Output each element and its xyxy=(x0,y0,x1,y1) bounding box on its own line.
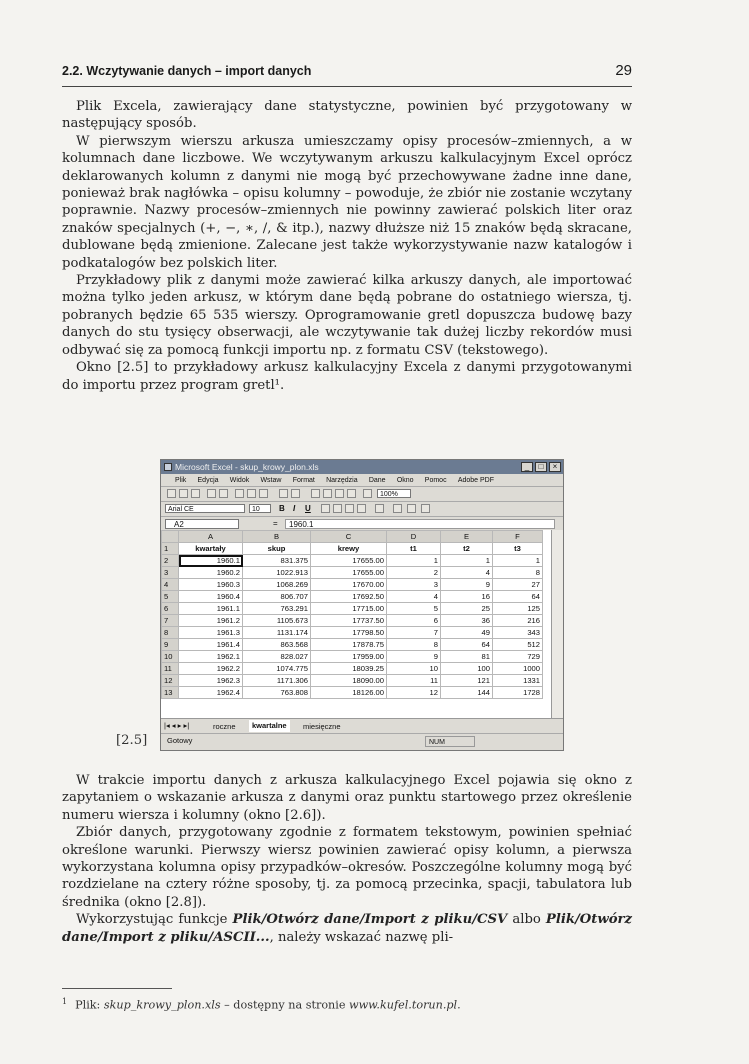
save-icon[interactable] xyxy=(191,489,200,498)
cell[interactable]: 1960.3 xyxy=(179,579,243,591)
menu-item-okno[interactable]: Okno xyxy=(396,477,414,484)
redo-icon[interactable] xyxy=(291,489,300,498)
chart-icon[interactable] xyxy=(363,489,372,498)
text-run: – dostępny na stronie xyxy=(220,998,350,1012)
formula-input[interactable]: 1960.1 xyxy=(285,519,555,529)
row-header[interactable]: 6 xyxy=(162,603,179,615)
cell[interactable]: 1960.1 xyxy=(179,555,243,567)
cell[interactable]: 17798.50 xyxy=(311,627,387,639)
align-center-icon[interactable] xyxy=(333,504,342,513)
cell[interactable]: 17878.75 xyxy=(311,639,387,651)
sort-desc-icon[interactable] xyxy=(347,489,356,498)
excel-window xyxy=(160,459,564,751)
cell[interactable]: 1131.174 xyxy=(243,627,311,639)
function-icon[interactable] xyxy=(323,489,332,498)
cell[interactable]: 1960.2 xyxy=(179,567,243,579)
align-left-icon[interactable] xyxy=(321,504,330,513)
body-text-top xyxy=(62,98,632,394)
footnote-file: skup_krowy_plon.xls xyxy=(103,998,221,1012)
cell[interactable]: 4 xyxy=(387,591,441,603)
paragraph: Plik Excela, zawierający dane statystyczne, powinien być przygotowany w następujący sposób. xyxy=(62,99,632,132)
formula-equals: = xyxy=(273,519,278,528)
cell[interactable]: 125 xyxy=(493,603,543,615)
menu-item-wstaw[interactable]: Wstaw xyxy=(260,477,282,484)
row-header[interactable]: 10 xyxy=(162,651,179,663)
row-header[interactable]: 2 xyxy=(162,555,179,567)
table-row xyxy=(162,675,543,687)
column-header[interactable]: B xyxy=(243,531,311,543)
status-text: Gotowy xyxy=(167,736,193,745)
percent-icon[interactable] xyxy=(375,504,384,513)
menu-item-widok[interactable]: Widok xyxy=(229,477,250,484)
text-run: albo xyxy=(507,912,546,928)
cell[interactable]: 6 xyxy=(387,615,441,627)
sheet-tab-kwartalne[interactable]: kwartalne xyxy=(249,720,290,732)
bold-icon[interactable]: B xyxy=(279,504,285,513)
cell[interactable]: 12 xyxy=(387,687,441,699)
row-header[interactable]: 3 xyxy=(162,567,179,579)
cell[interactable]: 2 xyxy=(387,567,441,579)
row-header[interactable]: 9 xyxy=(162,639,179,651)
merge-icon[interactable] xyxy=(357,504,366,513)
cell[interactable]: 1728 xyxy=(493,687,543,699)
footnote-url[interactable]: www.kufel.torun.pl xyxy=(349,998,458,1012)
cell[interactable]: 729 xyxy=(493,651,543,663)
cell[interactable]: 831.375 xyxy=(243,555,311,567)
cell[interactable]: 1068.269 xyxy=(243,579,311,591)
column-header-row xyxy=(162,531,543,543)
sum-icon[interactable] xyxy=(311,489,320,498)
table-row xyxy=(162,615,543,627)
cell[interactable]: 8 xyxy=(387,639,441,651)
cell[interactable]: 1000 xyxy=(493,663,543,675)
cell[interactable]: 8 xyxy=(493,567,543,579)
table-row xyxy=(162,603,543,615)
cell[interactable]: 64 xyxy=(441,639,493,651)
cell[interactable]: 863.568 xyxy=(243,639,311,651)
font-size-select[interactable]: 10 xyxy=(249,504,271,513)
borders-icon[interactable] xyxy=(393,504,402,513)
cell[interactable]: t2 xyxy=(441,543,493,555)
menu-path-ascii: Plik/Otwórz dane/Import z pliku/ASCII... xyxy=(62,912,632,945)
cell[interactable]: 9 xyxy=(387,651,441,663)
figure-label: [2.5] xyxy=(116,733,148,748)
new-icon[interactable] xyxy=(167,489,176,498)
sheet-tab-roczne[interactable]: roczne xyxy=(213,722,236,731)
data-rows xyxy=(162,555,543,699)
section-title: 2.2. Wczytywanie danych – import danych xyxy=(62,64,312,78)
menu-item-dane[interactable]: Dane xyxy=(368,477,386,484)
cell[interactable]: 17655.00 xyxy=(311,555,387,567)
cell[interactable]: 9 xyxy=(441,579,493,591)
print-icon[interactable] xyxy=(207,489,216,498)
table-row xyxy=(162,567,543,579)
cell[interactable]: 216 xyxy=(493,615,543,627)
cell[interactable]: 1962.4 xyxy=(179,687,243,699)
cell[interactable]: 1074.775 xyxy=(243,663,311,675)
cut-icon[interactable] xyxy=(235,489,244,498)
cell[interactable]: 1961.2 xyxy=(179,615,243,627)
minimize-icon[interactable]: _ xyxy=(521,462,533,472)
footnote xyxy=(62,997,632,1012)
table-row xyxy=(162,579,543,591)
cell[interactable]: 16 xyxy=(441,591,493,603)
paragraph: W pierwszym wierszu arkusza umieszczamy opisy procesów–zmiennych, a w kolumnach dane liczbowe. We wczytywanym arkuszu kalkulacyjnym Excel oprócz deklarowanych kolumn z danymi nie mogą być przechowywane żadne inne dane, ponieważ brak nagłówka – opisu kolumny – powoduje, że zbiór nie zostanie wczytany poprawnie. Nazwy procesów–zmiennych nie powinny zawierać polskich liter oraz znaków specjalnych (+, −, ∗, /, & itp.), nazwy dłuższe niż 15 znaków będą skracane, dublowane będą zmienione. Zalecane jest także wykorzystywanie nazw katalogów i podkatalogów bez polskich liter. xyxy=(62,133,632,271)
cell[interactable]: 3 xyxy=(387,579,441,591)
font-color-icon[interactable] xyxy=(421,504,430,513)
formatting-toolbar xyxy=(161,502,563,517)
menu-item-adobe-pdf[interactable]: Adobe PDF xyxy=(457,477,494,484)
column-header[interactable]: E xyxy=(441,531,493,543)
column-header[interactable]: F xyxy=(493,531,543,543)
worksheet-grid xyxy=(161,530,563,718)
cell[interactable]: 18126.00 xyxy=(311,687,387,699)
text-run: Plik: xyxy=(75,998,104,1012)
cell[interactable]: 828.027 xyxy=(243,651,311,663)
cell[interactable]: 4 xyxy=(441,567,493,579)
column-header[interactable]: D xyxy=(387,531,441,543)
paragraph-menu-paths xyxy=(62,911,632,946)
cell[interactable]: 17655.00 xyxy=(311,567,387,579)
text-run: Wykorzystując funkcje xyxy=(76,912,233,928)
excel-app-icon xyxy=(164,463,172,471)
cell[interactable]: 1 xyxy=(441,555,493,567)
row-header[interactable]: 13 xyxy=(162,687,179,699)
row-header[interactable]: 7 xyxy=(162,615,179,627)
table-row xyxy=(162,687,543,699)
cell[interactable]: 25 xyxy=(441,603,493,615)
cell[interactable]: 1960.4 xyxy=(179,591,243,603)
table-row xyxy=(162,543,543,555)
cell[interactable]: 1331 xyxy=(493,675,543,687)
cell[interactable]: 1105.673 xyxy=(243,615,311,627)
menu-item-edycja[interactable]: Edycja xyxy=(197,477,219,484)
footnote-rule xyxy=(62,988,172,989)
cell[interactable]: 1962.2 xyxy=(179,663,243,675)
cell[interactable]: 121 xyxy=(441,675,493,687)
cell[interactable]: 7 xyxy=(387,627,441,639)
cell[interactable]: 100 xyxy=(441,663,493,675)
paragraph: Okno [2.5] to przykładowy arkusz kalkulacyjny Excela z danymi przygotowanymi do importu przez program gretl¹. xyxy=(62,360,632,393)
name-box[interactable]: A2 xyxy=(165,519,239,529)
cell[interactable]: skup xyxy=(243,543,311,555)
cell[interactable]: 763.808 xyxy=(243,687,311,699)
cell[interactable]: 17959.00 xyxy=(311,651,387,663)
sheet-nav-icons[interactable]: |◂ ◂ ▸ ▸| xyxy=(164,721,190,730)
header-rule xyxy=(62,86,632,87)
sheet-tab-miesieczne[interactable]: miesięczne xyxy=(303,722,341,731)
column-header[interactable]: C xyxy=(311,531,387,543)
page-number: 29 xyxy=(615,62,632,79)
paragraph: Zbiór danych, przygotowany zgodnie z formatem tekstowym, powinien spełniać określone warunki. Pierwszy wiersz powinien zawierać opisy kolumn, a pierwsza wykorzystana kolumna opisy przypadków–okresów. Poszczególne kolumny mogą być rozdzielane na cztery różne sposoby, tj. za pomocą przecinka, spacji, tabulatora lub średnika (okno [2.8]). xyxy=(62,825,632,910)
table-row xyxy=(162,639,543,651)
cell[interactable]: 81 xyxy=(441,651,493,663)
cell[interactable]: 806.707 xyxy=(243,591,311,603)
cell[interactable]: t3 xyxy=(493,543,543,555)
cell[interactable]: kwartały xyxy=(179,543,243,555)
row-header[interactable]: 4 xyxy=(162,579,179,591)
table-row xyxy=(162,627,543,639)
menu-item-pomoc[interactable]: Pomoc xyxy=(424,477,447,484)
cell[interactable]: 17692.50 xyxy=(311,591,387,603)
fill-color-icon[interactable] xyxy=(407,504,416,513)
undo-icon[interactable] xyxy=(279,489,288,498)
window-title: Microsoft Excel - skup_krowy_plon.xls xyxy=(175,462,319,472)
cell[interactable]: 49 xyxy=(441,627,493,639)
paragraph: Przykładowy plik z danymi może zawierać kilka arkuszy danych, ale importować można tylko jeden arkusz, w którym dane będą pobrane do ostatniego wiersza, tj. pobranych będzie 65 535 wierszy. Oprogramowanie gretl dopuszcza budowę bazy danych do stu tysięcy obserwacji, ale wczytywanie tak dużej liczby rekordów musi odbywać się za pomocą funkcji importu np. z formatu CSV (tekstowego). xyxy=(62,273,632,358)
paragraph: W trakcie importu danych z arkusza kalkulacyjnego Excel pojawia się okno z zapytaniem o wskazanie arkusza z danymi oraz punktu startowego przez określenie numeru wiersza i kolumny (okno [2.6]). xyxy=(62,773,632,823)
cell[interactable]: 763.291 xyxy=(243,603,311,615)
cell[interactable]: 1 xyxy=(387,555,441,567)
cell[interactable]: 18090.00 xyxy=(311,675,387,687)
cell[interactable]: 512 xyxy=(493,639,543,651)
table-row xyxy=(162,555,543,567)
copy-icon[interactable] xyxy=(247,489,256,498)
text-run: . xyxy=(457,998,461,1012)
cell[interactable]: 17737.50 xyxy=(311,615,387,627)
row-header[interactable]: 11 xyxy=(162,663,179,675)
select-all-corner[interactable] xyxy=(162,531,179,543)
menu-item-format[interactable]: Format xyxy=(292,477,315,484)
cell[interactable]: 11 xyxy=(387,675,441,687)
text-run: , należy wskazać nazwę pli- xyxy=(269,929,454,945)
row-header[interactable]: 12 xyxy=(162,675,179,687)
cell[interactable]: 1961.1 xyxy=(179,603,243,615)
table-row xyxy=(162,591,543,603)
cell[interactable]: 1022.913 xyxy=(243,567,311,579)
standard-toolbar xyxy=(161,487,563,502)
sheet-table xyxy=(161,530,543,699)
cell[interactable]: 17670.00 xyxy=(311,579,387,591)
cell[interactable]: 1962.1 xyxy=(179,651,243,663)
italic-icon[interactable]: I xyxy=(293,504,296,513)
cell[interactable]: 17715.00 xyxy=(311,603,387,615)
open-icon[interactable] xyxy=(179,489,188,498)
menu-item-narzedzia[interactable]: Narzędzia xyxy=(326,477,358,484)
sheet-tabs-bar xyxy=(161,718,563,733)
num-lock-indicator: NUM xyxy=(425,736,475,747)
close-icon[interactable]: × xyxy=(549,462,561,472)
cell[interactable]: 144 xyxy=(441,687,493,699)
row-header[interactable]: 1 xyxy=(162,543,179,555)
body-text-bottom xyxy=(62,772,632,946)
status-bar xyxy=(161,733,563,750)
underline-icon[interactable]: U xyxy=(305,504,311,513)
footnote-mark: 1 xyxy=(62,997,68,1006)
row-header[interactable]: 8 xyxy=(162,627,179,639)
font-name-select[interactable]: Arial CE xyxy=(165,504,245,513)
table-row xyxy=(162,663,543,675)
window-titlebar xyxy=(161,460,563,474)
menu-path-csv: Plik/Otwórz dane/Import z pliku/CSV xyxy=(232,912,508,928)
cell[interactable]: 343 xyxy=(493,627,543,639)
cell[interactable]: 1962.3 xyxy=(179,675,243,687)
running-header xyxy=(62,64,632,82)
column-header[interactable]: A xyxy=(179,531,243,543)
preview-icon[interactable] xyxy=(219,489,228,498)
paste-icon[interactable] xyxy=(259,489,268,498)
cell[interactable]: 10 xyxy=(387,663,441,675)
cell[interactable]: 5 xyxy=(387,603,441,615)
row-header[interactable]: 5 xyxy=(162,591,179,603)
zoom-select[interactable]: 100% xyxy=(377,489,411,498)
sort-asc-icon[interactable] xyxy=(335,489,344,498)
cell[interactable]: 1961.3 xyxy=(179,627,243,639)
cell[interactable]: 18039.25 xyxy=(311,663,387,675)
cell[interactable]: 1961.4 xyxy=(179,639,243,651)
cell[interactable]: 27 xyxy=(493,579,543,591)
cell[interactable]: 36 xyxy=(441,615,493,627)
menu-bar xyxy=(161,474,563,487)
align-right-icon[interactable] xyxy=(345,504,354,513)
vertical-scrollbar[interactable] xyxy=(551,530,563,718)
cell[interactable]: 1 xyxy=(493,555,543,567)
cell[interactable]: t1 xyxy=(387,543,441,555)
cell[interactable]: 1171.306 xyxy=(243,675,311,687)
menu-item-plik[interactable]: Plik xyxy=(175,477,187,484)
table-row xyxy=(162,651,543,663)
cell[interactable]: 64 xyxy=(493,591,543,603)
cell[interactable]: krewy xyxy=(311,543,387,555)
maximize-icon[interactable]: □ xyxy=(535,462,547,472)
